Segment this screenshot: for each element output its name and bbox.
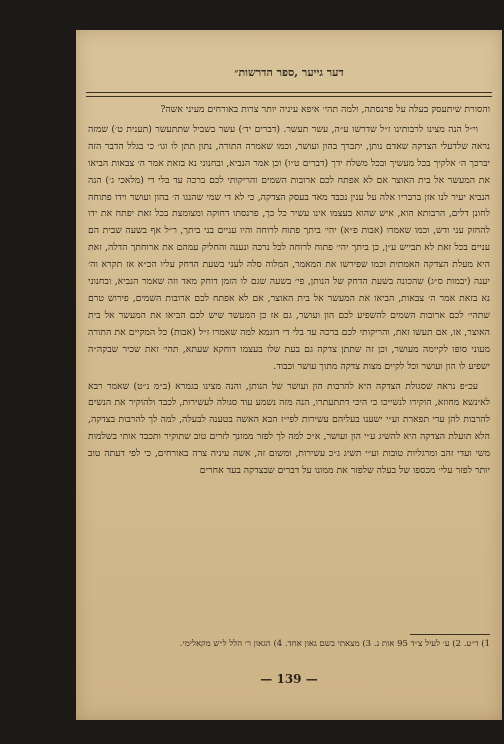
paragraph: עכ״פ נראה שסגולת הצדקה היא להרבות הון ועושר של הנותן, והנה מצינו בגמרא (ב״מ נ״ט) שאמר רבא לאינשא מחוזא, הוקירו לנשייכו כי היכי דתתעתרו, הנה מזה נשמע עוד סגולה לעשירות, לכבד ולהוקיר את הנשים להרבות להן עדי תפארת וע״י ישענו בעליהם עשירות לפי״ז הבא האשה בטענה לבעלה, למה לך להרבות בצדקה, הלא תועלת הצדקה היא להשיג ע״י הון ועושר, א״כ למה לך לפזר ממונך לזרים טוב שתוקיר ותכבד אותי בשלמות משי ועדי זהב ומרגליות טובות וע״י תשיג ג״כ עשירות, ומשום זה, אשה עיניה צרה באורחים, כי לפי דעתה טוב יותר לפזר עלי׳ מכספו של בעלה שלפזר את ממונו על דברים שבצדקה בעד אחרים — [88, 380, 490, 477]
book-page — [76, 30, 502, 720]
footnotes: 1) ד״ע. 2) ע׳ לעיל צ״ד 95 אות נ. 3) מצאתי בשם גאון אחד. 4) הגאון ר׳ הלל ל״ש מקאלימי. — [179, 639, 490, 649]
paragraph: והסורת שיתעסק בעלה על פרנסתה, ולמה תהי׳ איפא עיניה יותר צרות באורחים מעיני אשה? — [160, 104, 490, 115]
header-rule — [86, 92, 492, 93]
paragraph: וי״ל הנה מצינו לרבותינו ז״ל שדרשו ע״ה, עשר תעשר. (דברים יד׳) עשר בשביל שתתעשר (תענית ט׳) שמזה נראה שלדעלי הצדקה שאדם נותן, יתברך בהון ועושר, וכמו שאמרה התורה, נתון תתן לו וגו׳ כי בגלל הדבר הזה יברכך ה׳ אלקיך בכל מעשיך ובכל משלח ידך (דברים ט״ו) וכן אמר הנביא, ובחנוני נא בזאת אמר ה׳ צבאות הביאו את המעשר אל בית האוצר אם לא אפתח לכם ארובות השמים והריקותי לכם ברכה עד בלי די (מלאכי ג׳) הנה הנביא יעיר לנו אזן ברבריו אלה על ענין נכבד מאד בעסק הצדקה, כי לא די שמי שהנגו ה׳ בהון ועושר וידו פתוחה לחונן דלים, הרבותא הוא, איש שהוא בעצמו אינו עשיר כל כך, פרנסתו דחוקה ומצומצת בכל זאת יפתח את ידו להחזק עני ודש, וכמו שאמרו (אבות פ״א) יהי׳ ביתך פתוח לרוחה והיו עניים בני ביתך, ר״ל אף בשעה שבית הם עניים בכל זאת לא תבייש ע״ן, כן ביתך יהי׳ פתוח לרוחה לכל נרכה ונענה והחליק עמהם את ארוחתך הדלה, זאת היא מעלת הצדקה האמתית וכמו שפירשו את המאמר, המלוה סלה לעני בשעת הדחק עליו הכ״א אז תקרא וה׳ יענה (יבמות ס״ג) שהכונה בשעת הדחק של הנותן, פי׳ בשעה שגם לו הזמן דוחק מאד וזה שאמר הנביא, ובחנוני נא בזאת אמר ה׳ צבאות, הביאו את המעשר אל בית האוצר, אם לא אפתח לכם ארובות השמים, פירוש טרם שתהי׳ לכם ארובות השמים להשפיע לכם הון ועושר, גם אז כן המעשר שיש לכם הביאו את המעשר אל בית האוצר, או, אם תעשו זאת, והריקותי לכם ברכה עד בלי די דוגמא למה שאמרו ז״ל (אבות) כל המקיים את התורה מעוני סופו לקיימה מעושר, וכן זה שתתן צדקה גם בעת שלו בעצמו דוחקא שעתא, תהי׳ זאת שכיר שבקה״ה ישפיע לו הון ועושר וכל לקיים מצות צדקה מתוך עושר וכבוד. — [88, 123, 490, 372]
page-number: — 139 — — [260, 672, 318, 686]
header-rule-thin — [86, 96, 492, 97]
running-header: דער גייער ,ספר הדרשות״ — [234, 66, 344, 79]
footnote-rule — [410, 634, 490, 635]
main-text — [88, 102, 490, 620]
